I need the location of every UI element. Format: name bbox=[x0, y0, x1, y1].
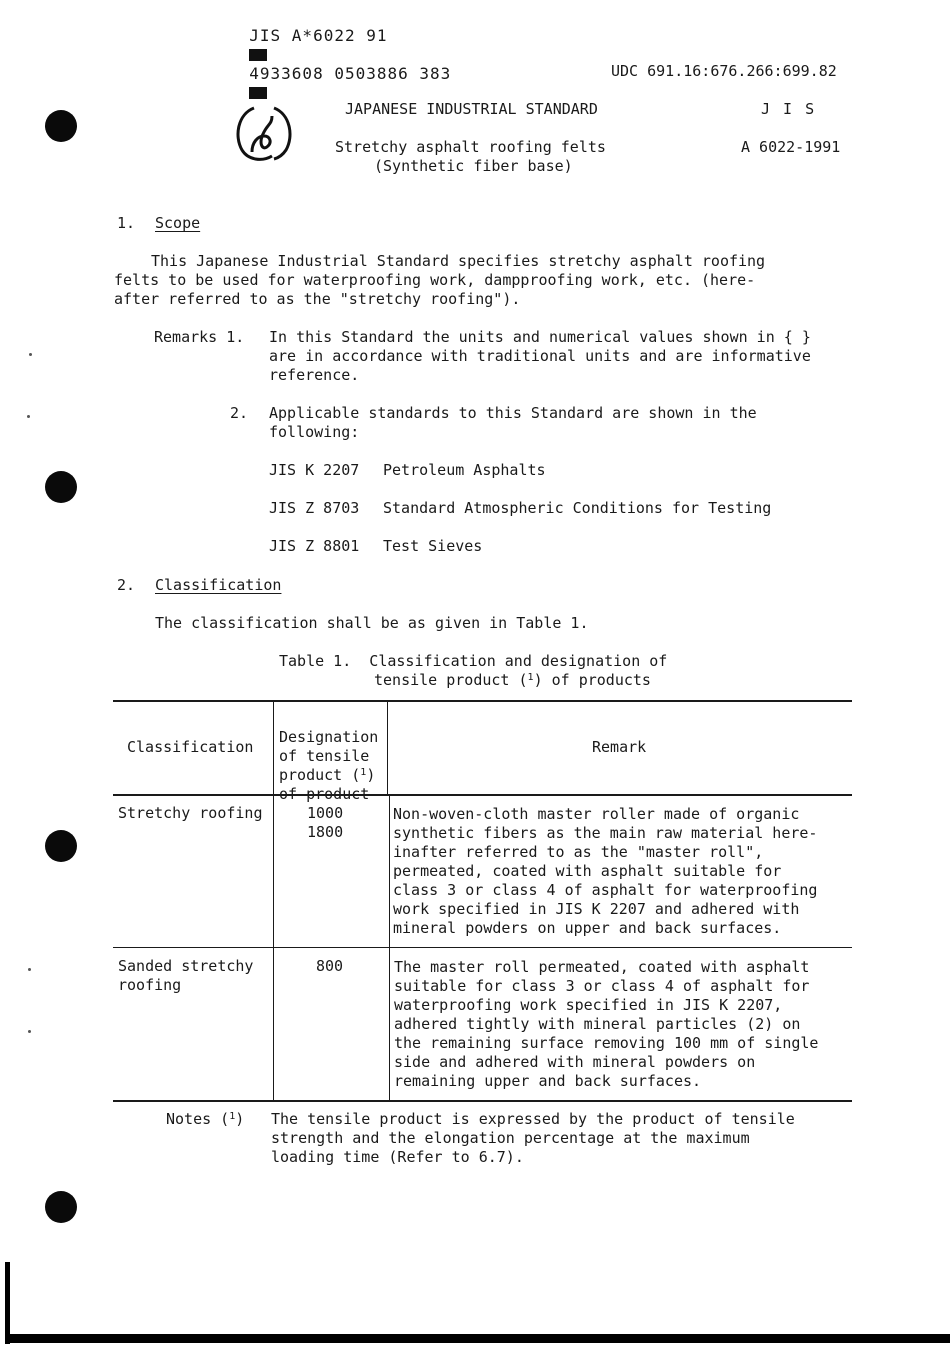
remark1-line: In this Standard the units and numerical values shown in { } bbox=[269, 328, 811, 346]
header-designation-line: product ( bbox=[279, 766, 361, 784]
row2-remark-line: The master roll permeated, coated with asphalt bbox=[394, 958, 810, 976]
remark1-line: reference. bbox=[269, 366, 360, 384]
document-code: JIS A*6022 91 bbox=[249, 26, 388, 45]
notes-label-text: ) bbox=[235, 1110, 245, 1128]
row2-remark-line: remaining upper and back surfaces. bbox=[394, 1072, 702, 1090]
standard-code: JIS K 2207 bbox=[269, 461, 360, 479]
row1-remark-line: inafter referred to as the "master roll", bbox=[393, 843, 764, 861]
table-caption-line1: Table 1. Classification and designation of bbox=[279, 652, 668, 670]
row2-designation: 800 bbox=[316, 957, 344, 975]
binder-hole bbox=[45, 110, 77, 142]
row1-classification: Stretchy roofing bbox=[118, 804, 263, 822]
document-numbers: 4933608 0503886 383 bbox=[249, 64, 452, 83]
remark2-line: following: bbox=[269, 423, 360, 441]
section1-title: Scope bbox=[155, 214, 201, 232]
standard-title: Test Sieves bbox=[383, 537, 483, 555]
notes-line: strength and the elongation percentage at the maximum bbox=[271, 1129, 750, 1147]
header-designation-line: of tensile bbox=[279, 747, 370, 765]
header-designation-line: of product bbox=[279, 785, 370, 803]
binder-hole bbox=[45, 1191, 77, 1223]
table-top-rule bbox=[113, 700, 852, 702]
speck bbox=[29, 353, 32, 356]
binder-hole bbox=[45, 471, 77, 503]
remarks-label: Remarks 1. bbox=[154, 328, 245, 346]
row2-classification: roofing bbox=[118, 976, 182, 994]
table-caption-line2 bbox=[374, 671, 651, 690]
scan-edge-bottom bbox=[5, 1334, 950, 1343]
speck bbox=[28, 968, 31, 971]
redaction-block bbox=[249, 87, 267, 99]
section2-title: Classification bbox=[155, 576, 282, 594]
standard-code: JIS Z 8801 bbox=[269, 537, 360, 555]
header-footnote-ref: 1 bbox=[360, 767, 367, 778]
row2-remark-line: waterproofing work specified in JIS K 2207, bbox=[394, 996, 783, 1014]
row1-remark-line: permeated, coated with asphalt suitable for bbox=[393, 862, 782, 880]
caption-text: tensile product ( bbox=[374, 671, 528, 689]
notes-line: loading time (Refer to 6.7). bbox=[271, 1148, 524, 1166]
section2-para: The classification shall be as given in Table 1. bbox=[155, 614, 589, 632]
scan-edge-left bbox=[5, 1262, 10, 1344]
remark2-number: 2. bbox=[230, 404, 249, 422]
remark2-line: Applicable standards to this Standard are shown in the bbox=[269, 404, 757, 422]
notes-label-text: Notes ( bbox=[166, 1110, 230, 1128]
notes-line: The tensile product is expressed by the product of tensile bbox=[271, 1110, 795, 1128]
section1-number: 1. bbox=[117, 214, 136, 232]
table-bottom-rule bbox=[113, 1100, 852, 1102]
row2-remark-line: adhered tightly with mineral particles (2) on bbox=[394, 1015, 801, 1033]
binder-hole bbox=[45, 830, 77, 862]
section1-para-line: after referred to as the "stretchy roofing"). bbox=[114, 290, 521, 308]
notes-footnote-ref: 1 bbox=[229, 1111, 236, 1122]
jis-logo-icon bbox=[232, 102, 296, 164]
row2-remark-line: the remaining surface removing 100 mm of single bbox=[394, 1034, 819, 1052]
row2-remark-line: suitable for class 3 or class 4 of asphalt for bbox=[394, 977, 810, 995]
table-row-rule bbox=[113, 947, 852, 948]
header-designation bbox=[279, 709, 378, 804]
table-column-rule bbox=[389, 795, 390, 1100]
row1-remark-line: class 3 or class 4 of asphalt for waterproofing bbox=[393, 881, 818, 899]
notes-label bbox=[166, 1110, 244, 1129]
section1-para-line: This Japanese Industrial Standard specifies stretchy asphalt roofing bbox=[151, 252, 766, 270]
document-id-line bbox=[228, 7, 451, 102]
header-classification: Classification bbox=[127, 738, 254, 756]
remark1-line: are in accordance with traditional units and are informative bbox=[269, 347, 811, 365]
table-column-rule bbox=[387, 701, 388, 795]
udc-code: UDC 691.16:676.266:699.82 bbox=[611, 62, 837, 80]
row1-remark-line: synthetic fibers as the main raw material here- bbox=[393, 824, 818, 842]
jis-label: J I S bbox=[761, 100, 817, 118]
table-header-rule bbox=[113, 794, 852, 796]
header-remark: Remark bbox=[592, 738, 647, 756]
caption-footnote-ref: 1 bbox=[527, 672, 534, 683]
header-designation-line: Designation bbox=[279, 728, 379, 746]
redaction-block bbox=[249, 49, 267, 61]
doc-title-line2: (Synthetic fiber base) bbox=[374, 157, 573, 175]
standard-title: Standard Atmospheric Conditions for Testing bbox=[383, 499, 772, 517]
doc-number: A 6022-1991 bbox=[741, 138, 841, 156]
row2-classification: Sanded stretchy bbox=[118, 957, 254, 975]
header-designation-line: ) bbox=[366, 766, 376, 784]
row1-remark-line: Non-woven-cloth master roller made of organic bbox=[393, 805, 800, 823]
doc-title-line1: Stretchy asphalt roofing felts bbox=[335, 138, 606, 156]
caption-text: ) of products bbox=[533, 671, 651, 689]
row2-remark-line: side and adhered with mineral powders on bbox=[394, 1053, 756, 1071]
standard-title: Petroleum Asphalts bbox=[383, 461, 546, 479]
speck bbox=[27, 415, 30, 418]
table-column-rule bbox=[273, 701, 274, 1100]
standard-code: JIS Z 8703 bbox=[269, 499, 360, 517]
standard-name: JAPANESE INDUSTRIAL STANDARD bbox=[345, 100, 598, 118]
section2-number: 2. bbox=[117, 576, 136, 594]
row1-designation: 1000 bbox=[307, 804, 344, 822]
row1-designation: 1800 bbox=[307, 823, 344, 841]
row1-remark-line: work specified in JIS K 2207 and adhered with bbox=[393, 900, 800, 918]
speck bbox=[28, 1030, 31, 1033]
section1-para-line: felts to be used for waterproofing work, dampproofing work, etc. (here- bbox=[114, 271, 756, 289]
row1-remark-line: mineral powders on upper and back surfaces. bbox=[393, 919, 782, 937]
